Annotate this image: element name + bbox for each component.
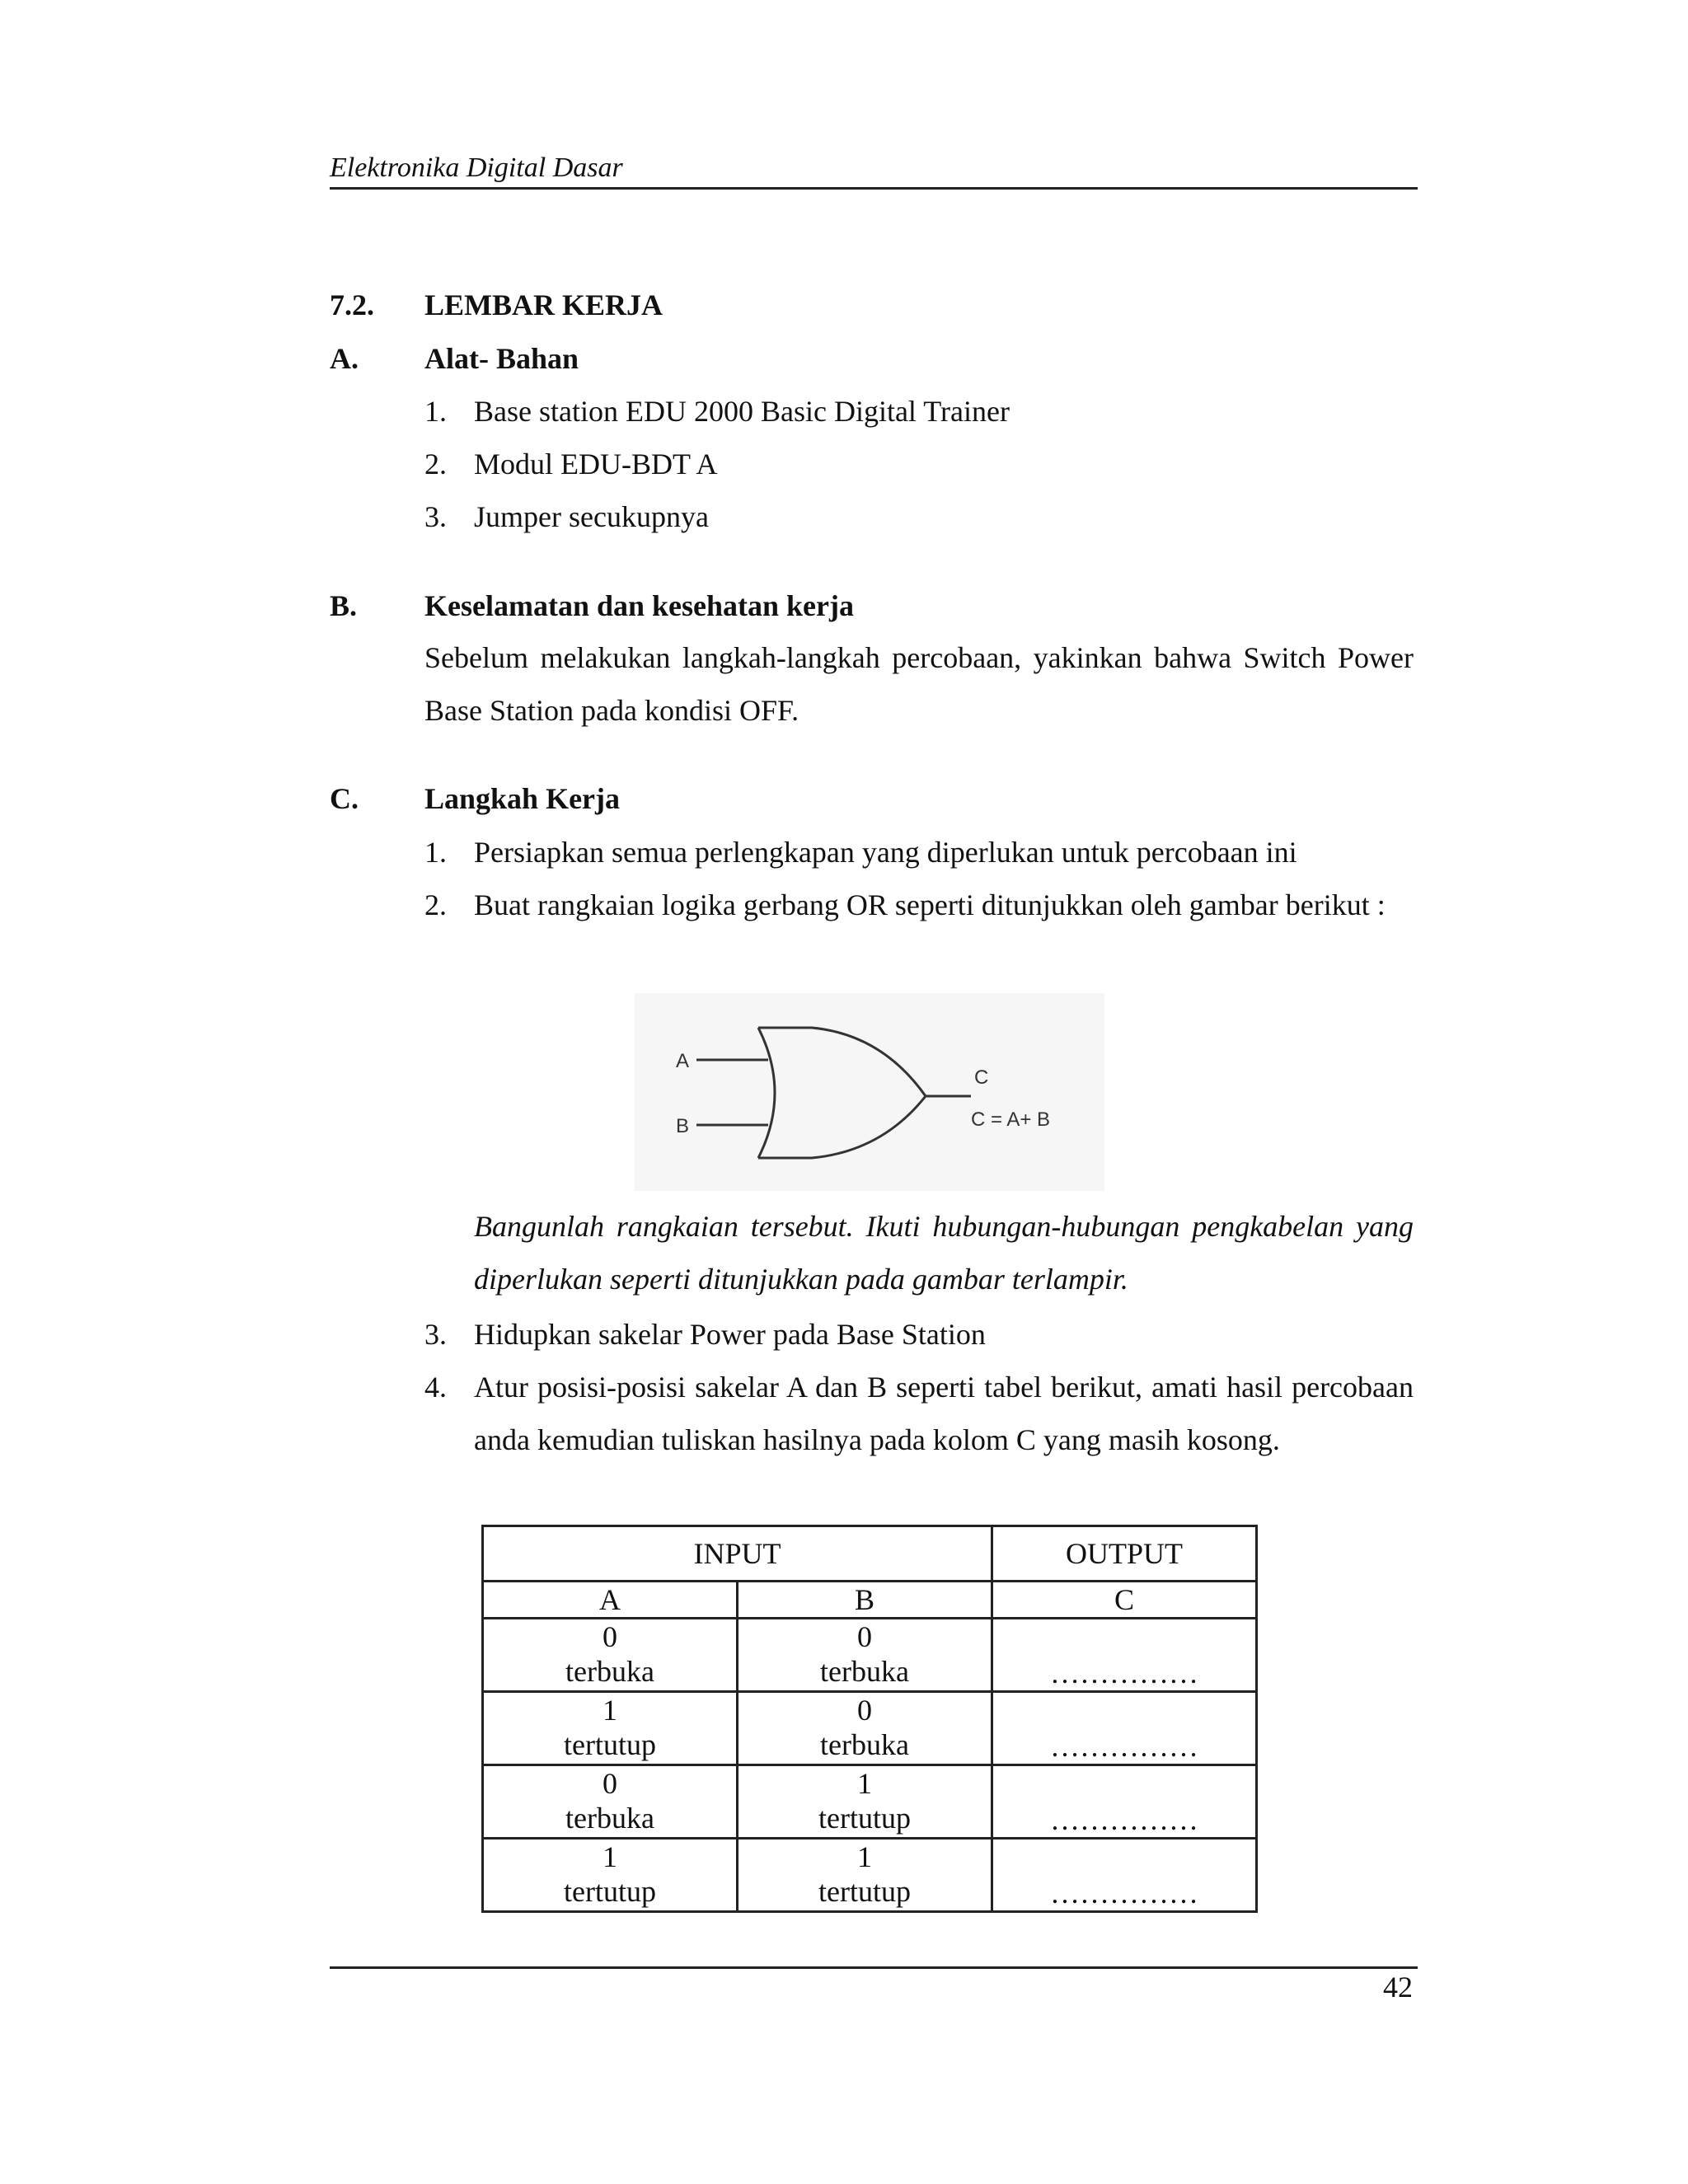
page-number: 42 [1383,1971,1413,2004]
part-b-paragraph: Sebelum melakukan langkah-langkah percobaan, yakinkan bahwa Switch Power Base Station pada kondisi OFF. [424,641,1414,727]
b-value: 0 [857,1620,872,1653]
table-row [483,1692,1257,1765]
b-state: tertutup [818,1875,911,1908]
c-blank: …………… [992,1692,1257,1765]
b-state: terbuka [820,1655,909,1688]
running-header: Elektronika Digital Dasar [330,152,623,183]
table-row [483,1839,1257,1912]
column-header-a: A [483,1582,738,1619]
input-b-label: B [676,1115,690,1137]
column-header-b: B [738,1582,992,1619]
output-c-label: C [974,1066,989,1089]
figure-instruction: Bangunlah rangkaian tersebut. Ikuti hubungan-hubungan pengkabelan yang diperlukan seperti ditunjukkan pada gambar terlampir. [474,1210,1414,1296]
a-value: 0 [603,1620,617,1653]
a-value: 1 [603,1694,617,1727]
a-value: 1 [603,1840,617,1873]
input-a-label: A [676,1050,690,1072]
b-value: 1 [857,1767,872,1800]
part-b-title: Keselamatan dan kesehatan kerja [424,589,854,622]
part-a-item-number: 1. [424,395,447,428]
or-gate-diagram [635,993,1104,1191]
part-a-title: Alat- Bahan [424,342,579,375]
part-c-label: C. [330,782,359,815]
step-text: Buat rangkaian logika gerbang OR seperti ditunjukkan oleh gambar berikut : [474,888,1386,921]
a-value: 0 [603,1767,617,1800]
a-state: tertutup [564,1728,656,1761]
part-b-label: B. [330,589,358,622]
step-text: Hidupkan sakelar Power pada Base Station [474,1318,986,1351]
table-header-output: OUTPUT [992,1526,1257,1582]
part-c-title: Langkah Kerja [424,782,621,815]
step-text: Atur posisi-posisi sakelar A dan B seperti tabel berikut, amati hasil percobaan anda kemudian tuliskan hasilnya pada kolom C yang masih kosong. [474,1371,1414,1456]
part-a-item-number: 2. [424,448,447,480]
step-text: Persiapkan semua perlengkapan yang diperlukan untuk percobaan ini [474,836,1297,869]
or-gate-figure [635,993,1104,1191]
step-number: 3. [424,1318,447,1351]
section-title: LEMBAR KERJA [424,288,663,321]
c-blank: …………… [992,1765,1257,1839]
part-a-item-text: Base station EDU 2000 Basic Digital Trainer [474,395,1010,428]
b-state: terbuka [820,1728,909,1761]
table-header-input: INPUT [483,1526,992,1582]
part-a-label: A. [330,342,359,375]
table-row [483,1619,1257,1692]
step-number: 4. [424,1371,447,1404]
step-number: 2. [424,888,447,921]
part-a-item-number: 3. [424,500,447,533]
b-value: 1 [857,1840,872,1873]
table-row [483,1765,1257,1839]
or-equation: C = A+ B [971,1108,1051,1131]
c-blank: …………… [992,1839,1257,1912]
part-a-item-text: Jumper secukupnya [474,500,709,533]
part-a-item-text: Modul EDU-BDT A [474,448,718,480]
footer-rule [330,1966,1418,1969]
a-state: terbuka [565,1802,654,1835]
section-number: 7.2. [330,288,374,321]
header-rule [330,187,1418,190]
step-number: 1. [424,836,447,869]
a-state: tertutup [564,1875,656,1908]
column-header-c: C [992,1582,1257,1619]
c-blank: …………… [992,1619,1257,1692]
a-state: terbuka [565,1655,654,1688]
b-value: 0 [857,1694,872,1727]
b-state: tertutup [818,1802,911,1835]
truth-table [481,1525,1258,1913]
